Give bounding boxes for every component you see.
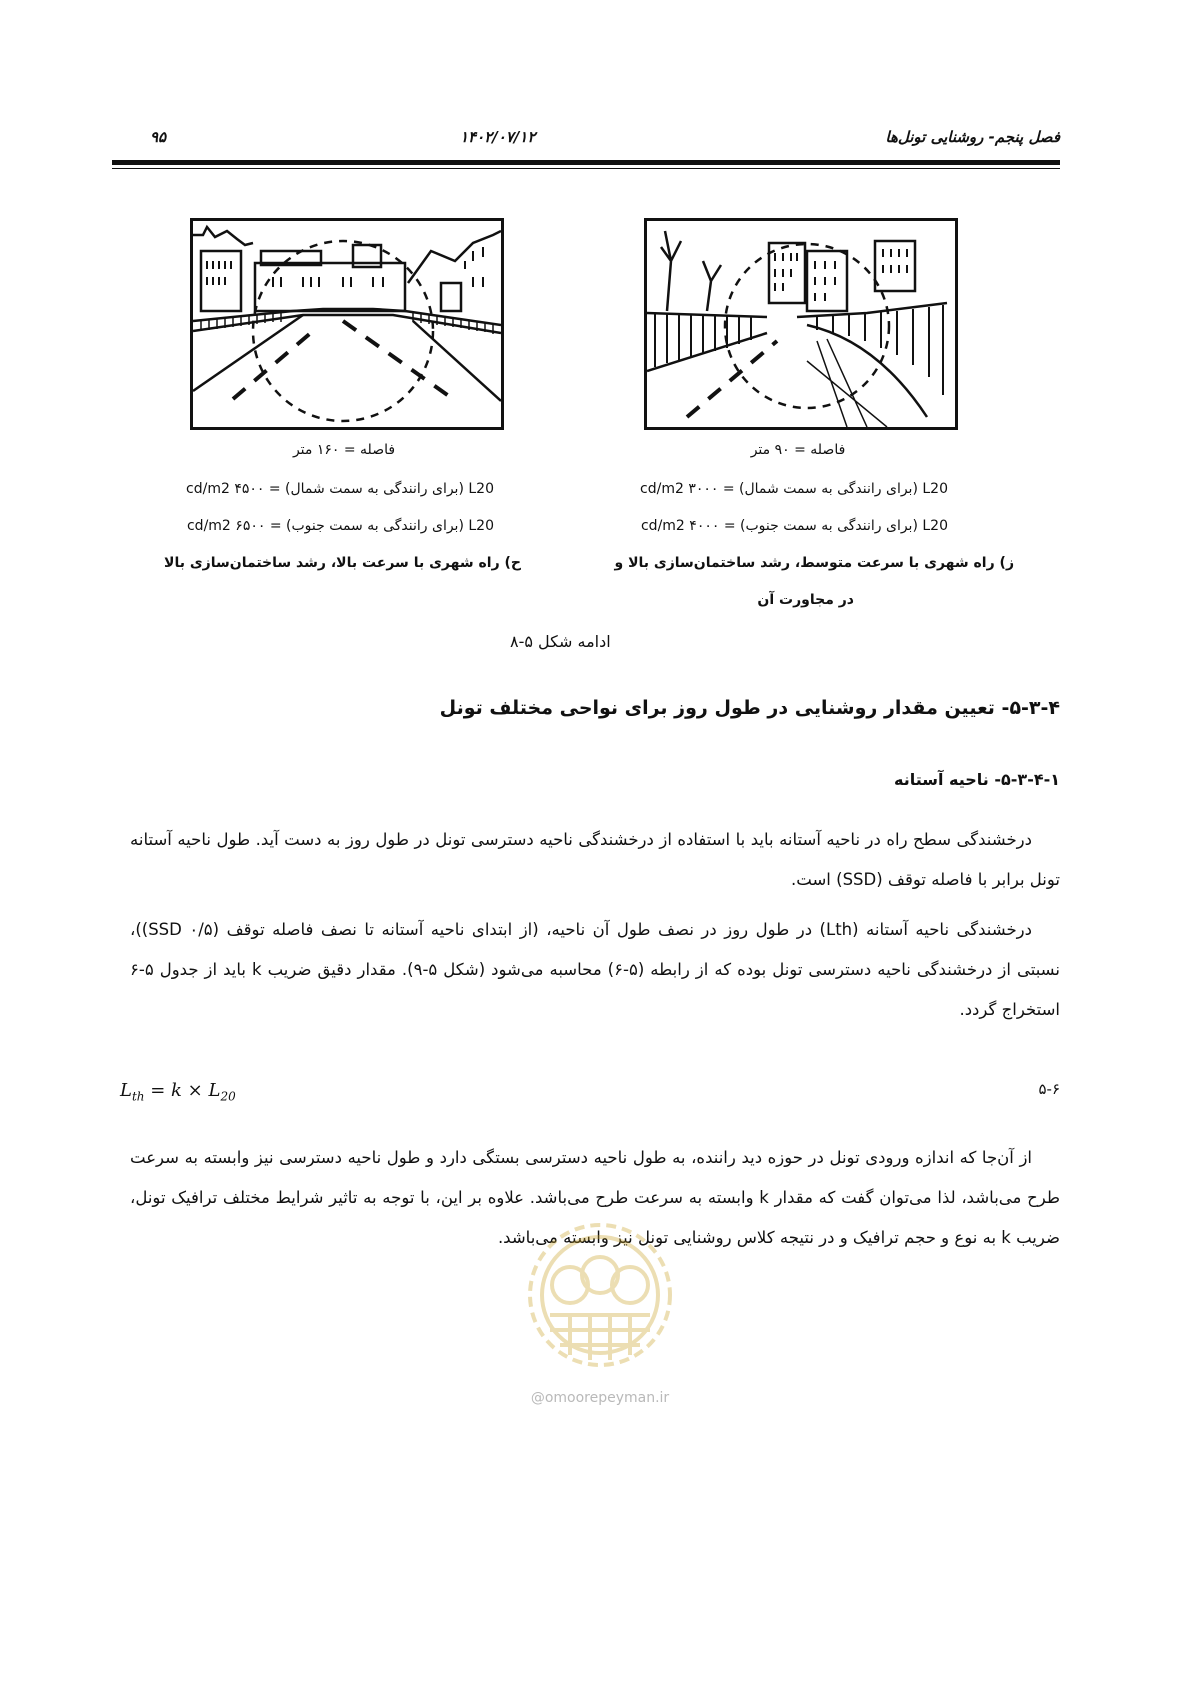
right-figure-caption-line2: در مجاورت آن <box>757 592 854 608</box>
paragraph-3: از آن‌جا که اندازه ورودی تونل در حوزه دید راننده، به طول ناحیه دسترسی بستگی دارد و طول ناحیه دسترسی نیز وابسته به سرعت طرح می‌باشد، لذا می‌توان گفت که مقدار k وابسته به سرعت طرح می‌باشد. علاوه بر این، با توجه به تاثیر شرایط مختلف ترافیک تونل، ضریب k به نوع و حجم ترافیک و در نتیجه کلاس روشنایی تونل نیز وابسته می‌باشد. <box>130 1148 1060 1247</box>
equation-number: ۵-۶ <box>1038 1080 1060 1098</box>
urban-road-sketch-left <box>193 221 501 427</box>
formula-rhs-subscript: 20 <box>220 1089 236 1104</box>
section-heading: ۵-۳-۴- تعیین مقدار روشنایی در طول روز برای نواحی مختلف تونل <box>439 697 1060 719</box>
formula-lhs: L <box>120 1080 132 1101</box>
header-rule-thick <box>112 160 1060 165</box>
left-distance: فاصله = ۱۶۰ متر <box>292 442 396 458</box>
right-distance: فاصله = ۹۰ متر <box>750 442 846 458</box>
formula <box>120 1080 236 1104</box>
watermark-logo <box>500 1195 700 1395</box>
chapter-title: فصل پنجم- روشنایی تونل‌ها <box>885 128 1060 146</box>
urban-road-sketch-right <box>647 221 955 427</box>
paragraph-1: درخشندگی سطح راه در ناحیه آستانه باید با استفاده از درخشندگی ناحیه دسترسی تونل در طول روز به دست آید. طول ناحیه آستانه تونل برابر با فاصله توقف (SSD) است. <box>130 830 1060 889</box>
subsection-heading: ۵-۳-۴-۱- ناحیه آستانه <box>893 770 1060 789</box>
paragraph-2: درخشندگی ناحیه آستانه (Lth) در طول روز در نصف طول آن ناحیه، (از ابتدای ناحیه آستانه تا نصف فاصله توقف (۰/۵ SSD))، نسبتی از درخشندگی ناحیه دسترسی تونل بوده که از رابطه (۵-۶) محاسبه می‌شود (شکل ۵-۹). مقدار دقیق ضریب k باید از جدول ۵-۶ استخراج گردد. <box>130 920 1060 1019</box>
figure-continuation: ادامه شکل ۵-۸ <box>510 632 611 651</box>
left-l20-south: L20 (برای رانندگی به سمت جنوب) = ۶۵۰۰ cd/m2 <box>186 518 494 534</box>
left-figure-caption: ح) راه شهری با سرعت بالا، رشد ساختمان‌سازی بالا <box>164 555 521 571</box>
gear-seal-icon <box>500 1195 700 1395</box>
left-l20-north: L20 (برای رانندگی به سمت شمال) = ۴۵۰۰ cd/m2 <box>186 481 494 497</box>
right-l20-south: L20 (برای رانندگی به سمت جنوب) = ۴۰۰۰ cd/m2 <box>640 518 948 534</box>
figure-left-sketch <box>190 218 504 430</box>
formula-mid: = k × L <box>144 1080 221 1101</box>
header-date: ۱۴۰۲/۰۷/۱۲ <box>460 128 536 146</box>
figure-right-sketch <box>644 218 958 430</box>
right-figure-caption-line1: ز) راه شهری با سرعت متوسط، رشد ساختمان‌سازی بالا و <box>614 555 1014 571</box>
formula-lhs-subscript: th <box>131 1089 145 1104</box>
watermark-text: @omoorepeyman.ir <box>530 1390 670 1406</box>
page-number: ۹۵ <box>150 128 167 146</box>
right-l20-north: L20 (برای رانندگی به سمت شمال) = ۳۰۰۰ cd/m2 <box>640 481 948 497</box>
header-rule-thin <box>112 168 1060 169</box>
